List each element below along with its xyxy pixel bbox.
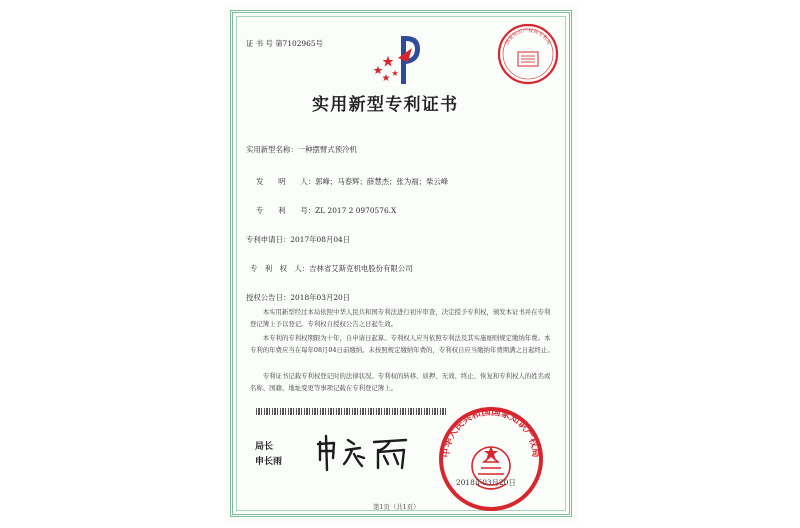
handwritten-signature: [314, 432, 414, 472]
director-name: 申长雨: [255, 457, 283, 467]
seal-small-text: 国家知识产权局专利局: [504, 27, 552, 46]
field-patent-number: 专 利 号：ZL 2017 2 0970576.X: [256, 206, 397, 215]
field-grant-date: 授权公告日：2018年03月20日: [246, 293, 351, 302]
field-patentee: 专 利 权 人：吉林省艾斯克机电股份有限公司: [250, 264, 413, 273]
field-filing-date: 专利申请日：2017年08月04日: [246, 235, 351, 244]
stamp-date: 2018年03月20日: [456, 478, 516, 487]
official-seal-text: 中华人民共和国国家知识产权局: [440, 406, 542, 458]
paragraph-registration: 专利证书记载专利权登记时的法律状况。专利权的转移、质押、无效、终止、恢复和专利权人的姓名或名称、国籍、地址变更等事项记载在专利登记簿上。: [250, 372, 551, 392]
field-model-name: 实用新型名称：一种摆臂式预冷机: [246, 145, 357, 154]
patent-office-logo: [368, 28, 428, 88]
certificate-number: 证 书 号 第7102965号: [246, 39, 323, 48]
director-title: 局长: [255, 442, 274, 452]
barcode: [256, 408, 446, 415]
certificate-title: 实用新型专利证书: [312, 95, 459, 115]
field-inventors: 发 明 人：郭峰；马春辉；薛慧杰；张为福；柴云峰: [256, 177, 449, 186]
logo-stars: [374, 56, 399, 81]
paragraph-grant: 本实用新型经过本局依照中华人民共和国专利法进行初步审查，决定授予专利权，颁发本证书并在专利登记簿上予以登记。专利权自授权公告之日起生效。: [250, 308, 551, 328]
official-seal: [436, 404, 546, 514]
paragraph-term: 本专利的专利权期限为十年，自申请日起算。专利权人应当依照专利法及其实施细则规定缴纳年费。本专利的年费应当在每年08月04日前缴纳。未按照规定缴纳年费的，专利权自应当缴纳年费期满之日起终止。: [250, 334, 554, 354]
page-footer: 第1页（共1页）: [373, 503, 420, 511]
patent-office-seal-small: [496, 22, 560, 86]
